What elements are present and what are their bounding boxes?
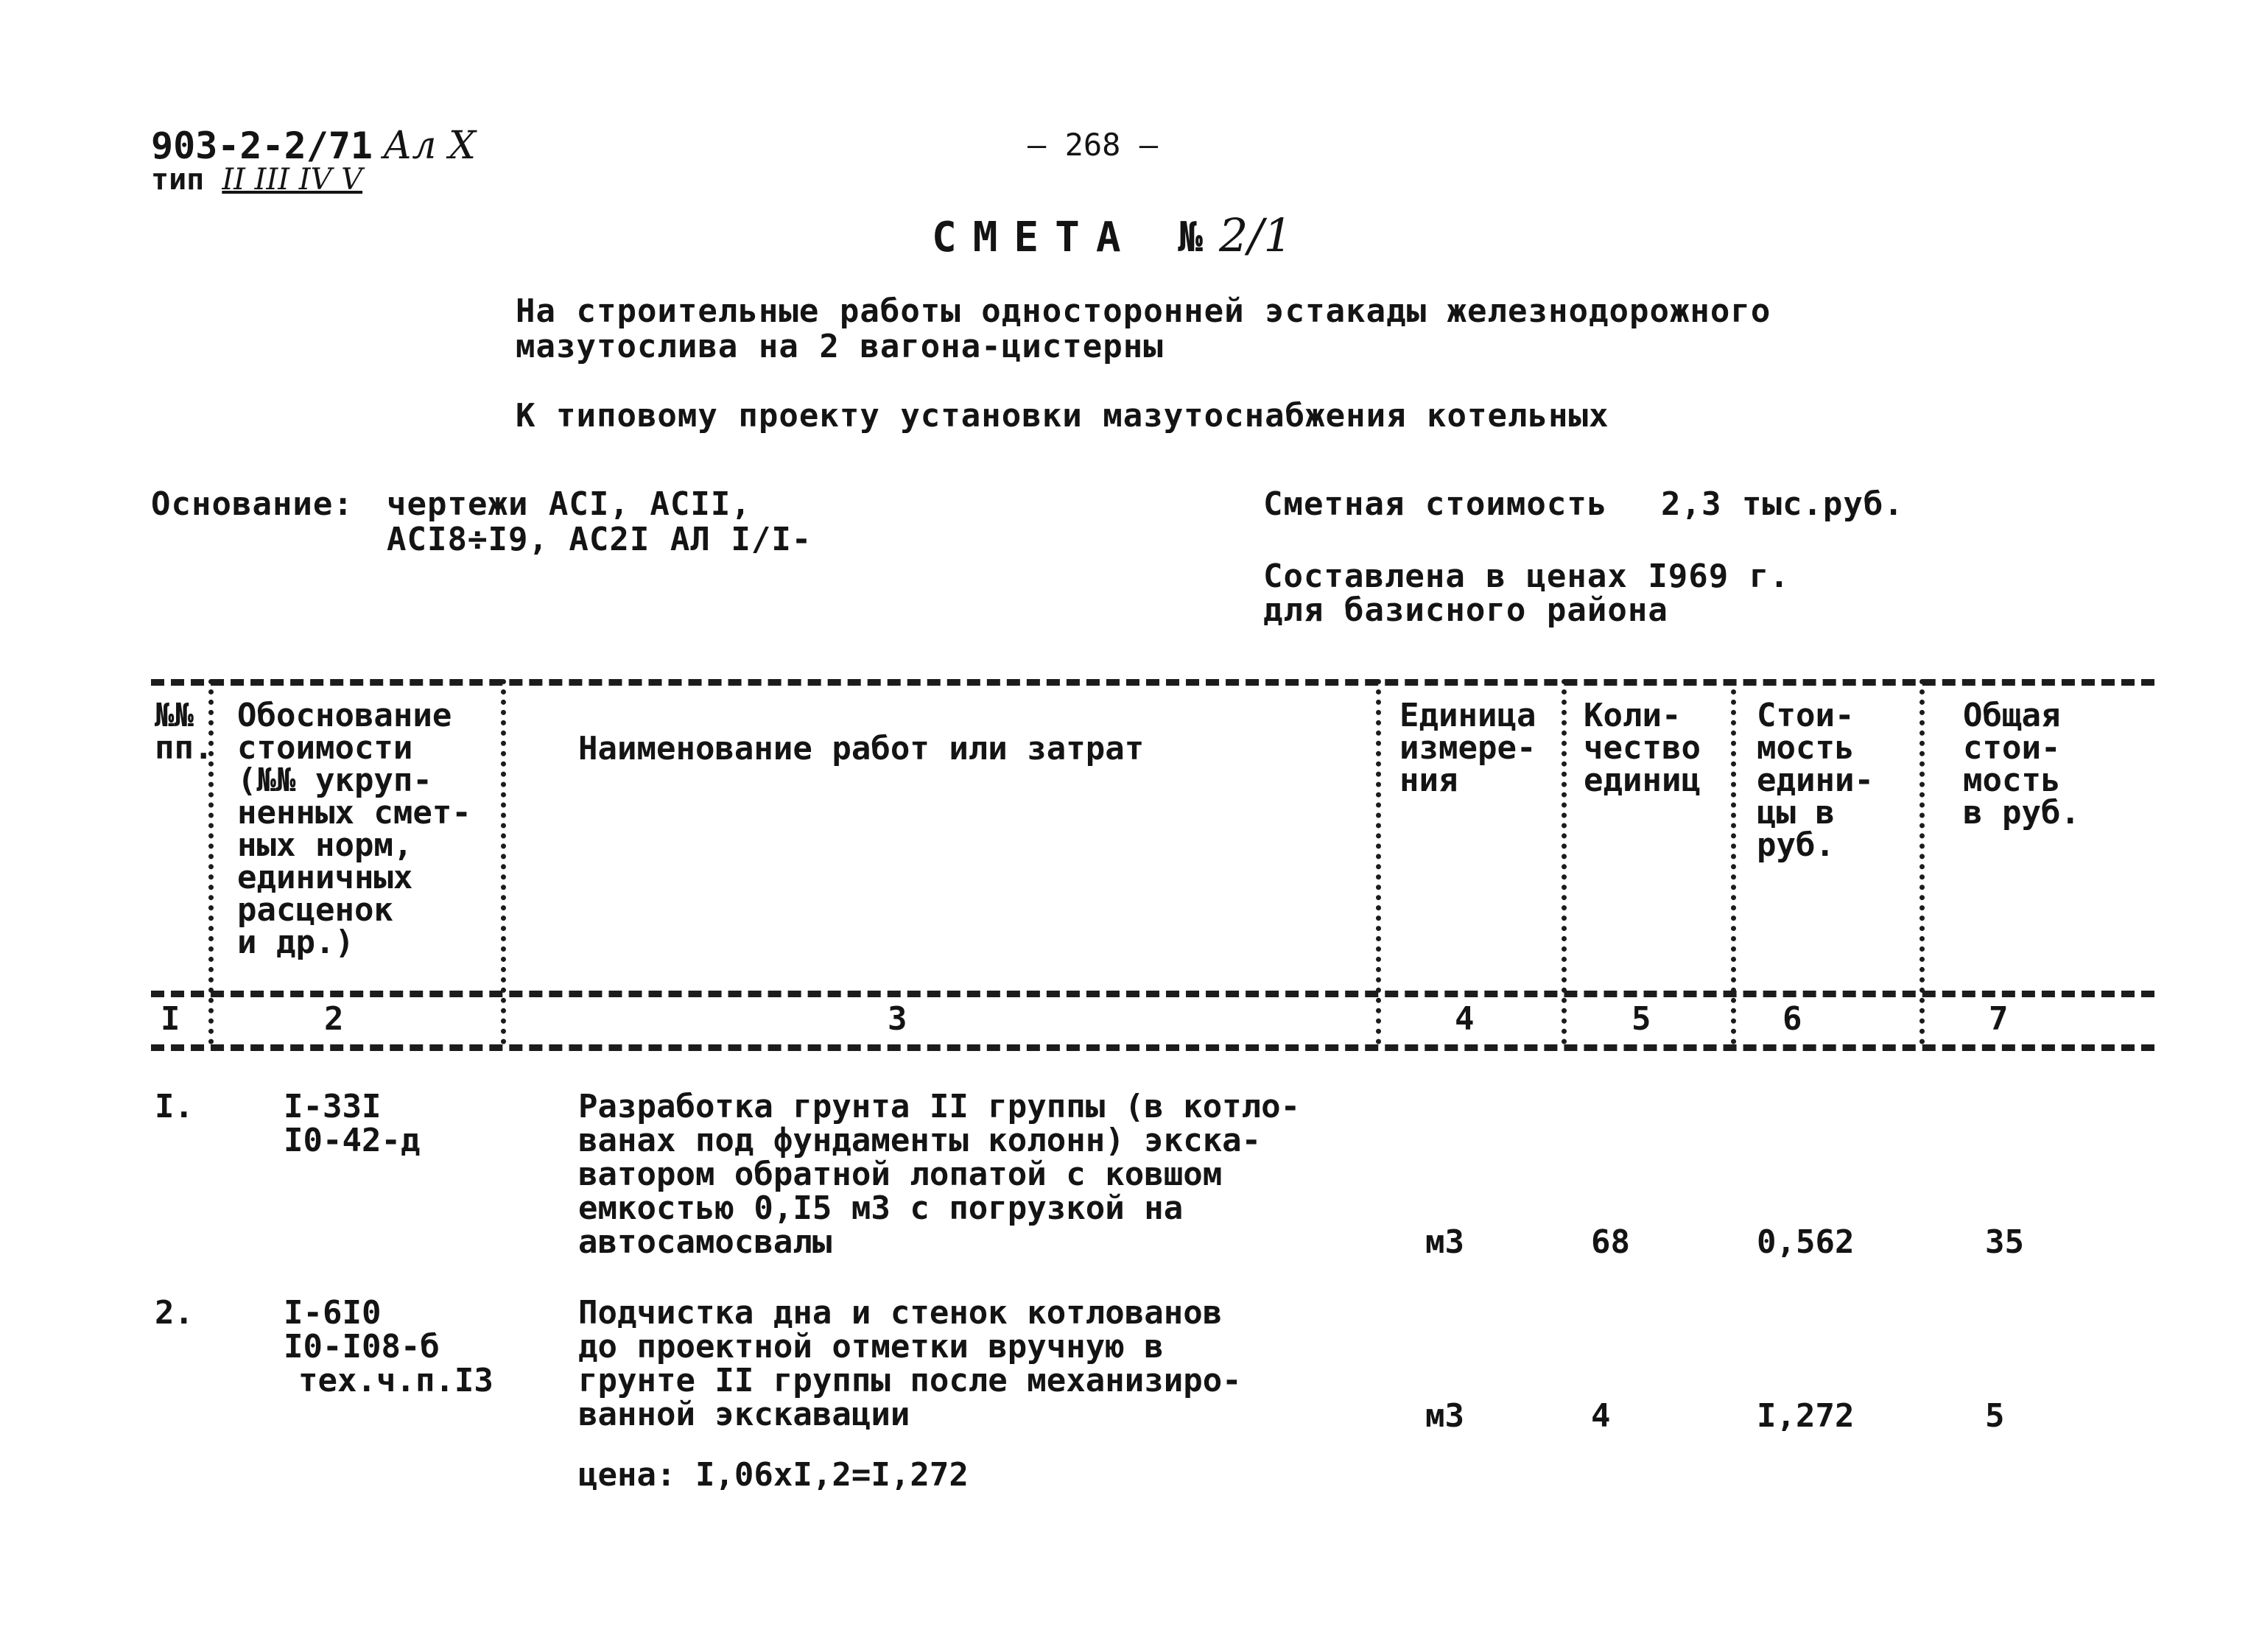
column-number-4: 4	[1455, 1000, 1475, 1038]
row-description: Подчистка дна и стенок котлованов до проектной отметки вручную в грунте II группы после механизиро- ванной экскавации	[578, 1294, 1242, 1433]
estimated-cost-label: Сметная стоимость	[1263, 485, 1608, 523]
document-code-text: 903-2-2/71	[151, 124, 373, 167]
row-unit: м3	[1425, 1223, 1464, 1261]
row-basis: I-33I I0-42-д	[284, 1088, 421, 1159]
estimated-cost-value: 2,3 тыс.руб.	[1661, 485, 1904, 523]
row-unit-cost: 0,562	[1757, 1223, 1855, 1261]
table-column-numbers-divider	[151, 1044, 2154, 1051]
row-total: 5	[1985, 1397, 2005, 1435]
row-unit: м3	[1425, 1397, 1464, 1435]
column-number-6: 6	[1782, 1000, 1802, 1038]
column-header-4: Единица измере- ния	[1399, 697, 1536, 799]
subtitle-line-1: На строительные работы односторонней эстакады железнодорожного	[516, 292, 1771, 330]
row-price-note: цена: I,06хI,2=I,272	[578, 1456, 969, 1494]
page-title-text: СМЕТА №	[932, 214, 1220, 261]
column-number-7: 7	[1989, 1000, 2009, 1038]
row-quantity: 68	[1591, 1223, 1630, 1261]
table-header-divider	[151, 991, 2154, 997]
row-number: I.	[155, 1088, 194, 1125]
column-number-2: 2	[324, 1000, 344, 1038]
column-header-3: Наименование работ или затрат	[578, 730, 1145, 767]
page-number: – 268 –	[1028, 127, 1159, 163]
column-separator-3	[1376, 679, 1381, 1044]
basis-label: Основание:	[151, 485, 354, 523]
column-header-5: Коли- чество единиц	[1584, 697, 1701, 799]
row-total: 35	[1985, 1223, 2024, 1261]
prices-year: Составлена в ценах I969 г.	[1263, 558, 1790, 595]
document-type-handwritten: II III IV V	[222, 163, 363, 197]
row-description: Разработка грунта II группы (в котло- ванах под фундаменты колонн) экска- ватором обратной лопатой с ковшом емкостью 0,I5 м3 с погрузкой на автосамосвалы	[578, 1088, 1301, 1261]
row-number: 2.	[155, 1294, 194, 1332]
row-unit-cost: I,272	[1757, 1397, 1855, 1435]
document-code	[151, 124, 477, 168]
column-number-5: 5	[1631, 1000, 1651, 1038]
row-basis: I-6I0 I0-I08-б тех.ч.п.I3	[284, 1294, 494, 1399]
basis-line-1: чертежи АСI, АСII,	[387, 485, 751, 523]
column-separator-4	[1562, 679, 1567, 1044]
column-number-3: 3	[888, 1000, 907, 1038]
column-header-7: Общая стои- мость в руб.	[1963, 697, 2080, 832]
column-separator-2	[501, 679, 506, 1044]
table-top-border	[151, 679, 2154, 686]
document-type-label: тип	[151, 163, 222, 197]
column-header-6: Стои- мость едини- цы в руб.	[1757, 697, 1874, 864]
page-title	[932, 208, 1293, 262]
document-type	[151, 164, 362, 196]
estimate-number: 2/1	[1219, 208, 1293, 262]
column-separator-5	[1731, 679, 1736, 1044]
column-header-1: №№ пп.	[155, 697, 214, 767]
basis-line-2: АСI8÷I9, АС2I АЛ I/I-	[387, 521, 812, 558]
column-header-2: Обоснование стоимости (№№ укруп- ненных смет- ных норм, единичных расценок и др.)	[237, 697, 471, 961]
project-reference: К типовому проекту установки мазутоснабжения котельных	[516, 397, 1609, 435]
subtitle-line-2: мазутослива на 2 вагона-цистерны	[516, 328, 1164, 365]
column-number-1: I	[161, 1000, 180, 1038]
document-code-handwritten: Ал X	[383, 124, 477, 168]
column-separator-6	[1919, 679, 1925, 1044]
row-quantity: 4	[1591, 1397, 1611, 1435]
prices-region: для базисного района	[1263, 591, 1668, 629]
